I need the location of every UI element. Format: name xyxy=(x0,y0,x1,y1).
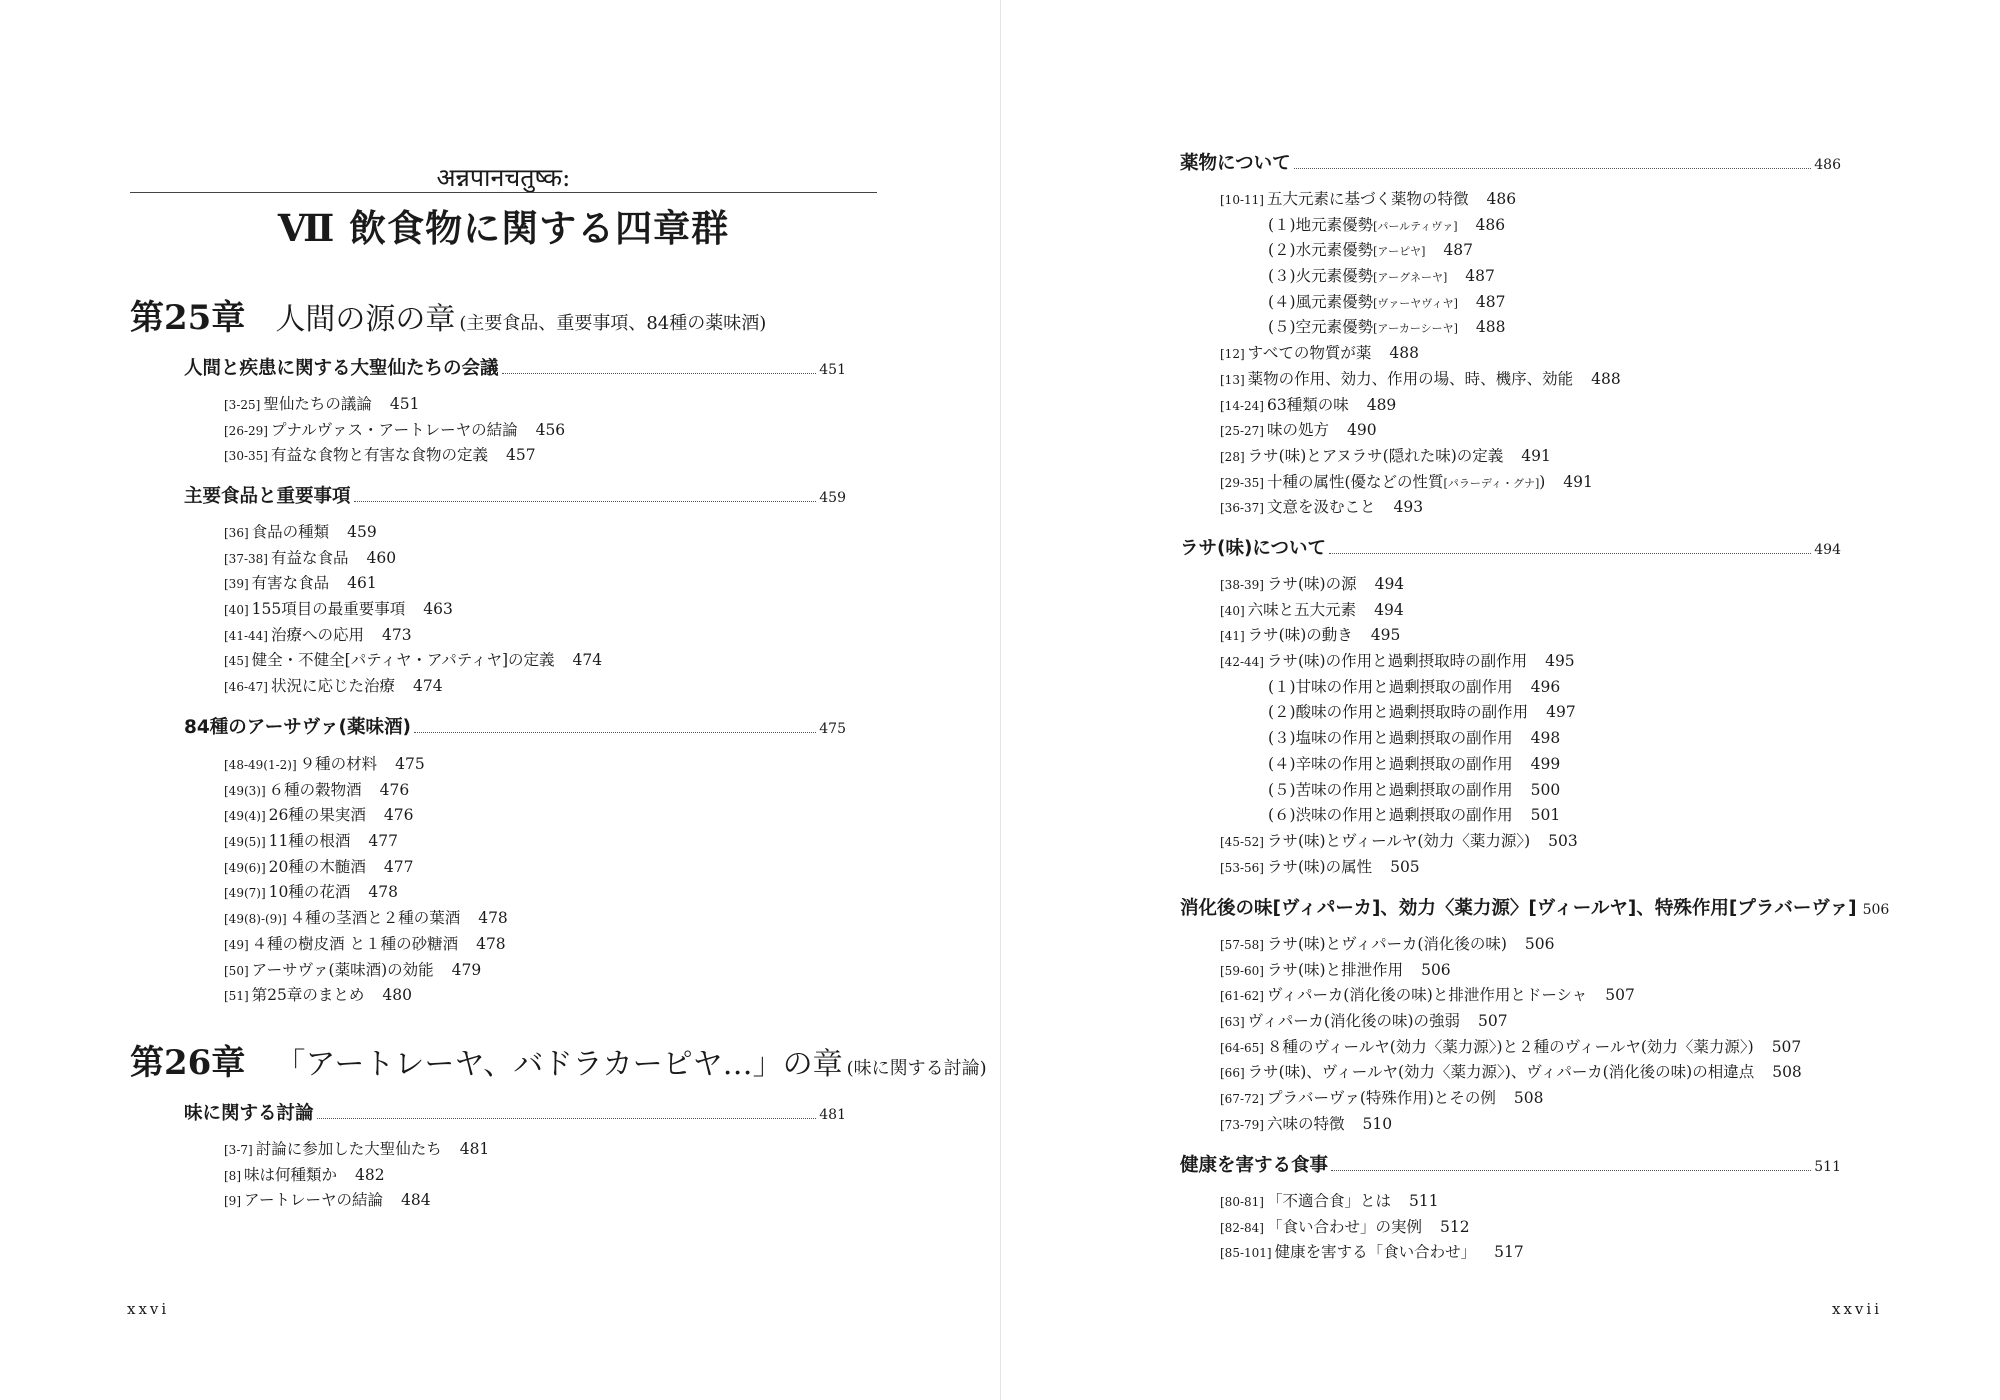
entry-ref: [73-79] xyxy=(1220,1117,1264,1132)
entry-page: 486 xyxy=(1475,215,1506,234)
toc-entry[interactable] xyxy=(1220,187,1621,213)
entry-page: 456 xyxy=(535,420,566,439)
toc-entry[interactable] xyxy=(224,418,565,444)
toc-entry[interactable] xyxy=(224,546,602,572)
entry-page: 474 xyxy=(572,651,603,670)
toc-entry[interactable] xyxy=(1220,958,1802,984)
entry-page: 451 xyxy=(389,395,420,413)
toc-entry[interactable] xyxy=(1220,315,1621,341)
entry-text: ４種の茎酒と２種の葉酒 xyxy=(289,909,461,928)
entry-text: ヴィパーカ(消化後の味)の強弱 xyxy=(1247,1012,1460,1031)
title-rule xyxy=(130,192,877,193)
entry-ref: [37-38] xyxy=(224,551,268,566)
entry-ref: [36-37] xyxy=(1220,501,1264,516)
entry-ref: [45-52] xyxy=(1220,834,1264,849)
section-title: 84種のアーサヴァ(薬味酒) xyxy=(184,717,411,738)
section-page: 494 xyxy=(1814,542,1841,558)
entry-ref: [49(7)] xyxy=(224,886,266,901)
entry-ref: [28] xyxy=(1220,449,1245,464)
entry-page: 487 xyxy=(1475,292,1506,311)
entry-ref: [80-81] xyxy=(1220,1195,1264,1209)
entry-text: (６)渋味の作用と過剰摂取の副作用 xyxy=(1268,806,1513,825)
entry-ref: [3-25] xyxy=(224,398,261,412)
section-page: 486 xyxy=(1814,157,1841,173)
entry-page: 477 xyxy=(383,857,414,876)
toc-entry[interactable] xyxy=(1220,290,1621,316)
entry-page: 496 xyxy=(1530,677,1561,696)
entry-page: 480 xyxy=(382,986,412,1005)
entry-page: 478 xyxy=(476,934,506,953)
section-heading[interactable] xyxy=(184,713,846,739)
entry-text: 20種の木髄酒 xyxy=(268,857,366,876)
toc-entry[interactable] xyxy=(1220,1009,1802,1035)
chapter-name: 「アートレーヤ、バドラカーピヤ…」の章 xyxy=(275,1047,843,1082)
section-heading[interactable] xyxy=(1180,1151,1841,1177)
entry-page: 497 xyxy=(1546,703,1576,722)
entry-page: 482 xyxy=(355,1165,385,1184)
chapter-number: 第26章 xyxy=(130,1043,246,1083)
entry-ref: [67-72] xyxy=(1220,1092,1264,1107)
section-heading[interactable] xyxy=(184,482,846,508)
entry-page: 479 xyxy=(451,960,482,979)
entry-ref: [82-84] xyxy=(1220,1220,1264,1235)
section-title: 主要食品と重要事項 xyxy=(184,486,351,507)
section-title: ラサ(味)について xyxy=(1180,538,1327,559)
entry-ref: [45] xyxy=(224,654,249,669)
leader-dots xyxy=(1331,1170,1811,1171)
entry-text: ６種の穀物酒 xyxy=(268,780,362,799)
entry-page: 488 xyxy=(1389,344,1419,363)
entry-ref: [49(4)] xyxy=(224,809,266,824)
entry-page: 489 xyxy=(1366,395,1397,414)
entry-ref: [13] xyxy=(1220,372,1245,387)
entry-page: 484 xyxy=(401,1191,431,1210)
entry-page: 476 xyxy=(383,806,414,825)
section-page: 451 xyxy=(819,362,846,378)
toc-entry[interactable] xyxy=(1220,367,1621,393)
chapter-subtitle: (味に関する討論) xyxy=(846,1058,987,1079)
section-heading[interactable] xyxy=(184,354,846,380)
entry-page: 491 xyxy=(1563,472,1593,491)
right-page xyxy=(1000,0,2000,1400)
toc-entry[interactable] xyxy=(224,855,508,881)
entry-ref: [53-56] xyxy=(1220,860,1264,875)
entry-text: 味は何種類か xyxy=(244,1165,338,1184)
entry-page: 463 xyxy=(423,600,453,619)
toc-entry[interactable] xyxy=(1220,264,1621,290)
entry-text: 健康を害する「食い合わせ」 xyxy=(1274,1243,1477,1262)
entry-suffix: ) xyxy=(1539,472,1546,491)
entry-page: 486 xyxy=(1486,190,1517,208)
entry-page: 495 xyxy=(1370,626,1401,645)
section-heading[interactable] xyxy=(1180,534,1841,560)
entry-text: (１)甘味の作用と過剰摂取の副作用 xyxy=(1268,677,1513,696)
entry-page: 506 xyxy=(1524,935,1555,953)
entry-page: 481 xyxy=(459,1140,490,1158)
entry-ref: [42-44] xyxy=(1220,655,1264,670)
entry-ref: [25-27] xyxy=(1220,424,1264,439)
entry-text: プラバーヴァ(特殊作用)とその例 xyxy=(1266,1089,1496,1108)
entry-ref: [39] xyxy=(224,577,249,592)
toc-entry[interactable] xyxy=(1220,572,1578,598)
entry-ref: [36] xyxy=(224,526,249,540)
section-title: 味に関する討論 xyxy=(184,1103,314,1124)
toc-entry[interactable] xyxy=(1220,983,1802,1009)
chapter-heading xyxy=(130,290,766,339)
entry-list xyxy=(224,392,565,469)
entry-text: 薬物の作用、効力、作用の場、時、機序、効能 xyxy=(1247,369,1574,388)
entry-page: 475 xyxy=(395,755,425,773)
toc-entry[interactable] xyxy=(1220,1060,1802,1086)
section-title: 健康を害する食事 xyxy=(1180,1155,1329,1176)
entry-page: 517 xyxy=(1494,1243,1524,1262)
entry-page: 494 xyxy=(1374,575,1405,593)
toc-entry[interactable] xyxy=(224,520,602,546)
toc-entry[interactable] xyxy=(224,623,602,649)
entry-bracket: [パールティヴァ] xyxy=(1373,219,1458,233)
entry-list xyxy=(1220,1189,1524,1266)
entry-page: 508 xyxy=(1513,1089,1544,1108)
entry-ref: [49(5)] xyxy=(224,835,266,850)
toc-entry[interactable] xyxy=(1220,393,1621,419)
entry-page: 490 xyxy=(1346,421,1377,440)
entry-ref: [49(6)] xyxy=(224,860,266,875)
entry-text: ラサ(味)と排泄作用 xyxy=(1266,960,1404,979)
entry-text: 10種の花酒 xyxy=(268,883,351,902)
entry-text: (３)塩味の作用と過剰摂取の副作用 xyxy=(1268,729,1513,748)
entry-ref: [49(8)-(9)] xyxy=(224,912,287,927)
section-page: 506 xyxy=(1862,902,1890,918)
entry-page: 460 xyxy=(366,548,397,567)
chapter-heading xyxy=(130,1035,987,1084)
entry-text: 味の処方 xyxy=(1266,421,1329,440)
toc-entry[interactable] xyxy=(224,932,508,958)
toc-entry[interactable] xyxy=(1220,1240,1524,1266)
entry-text: 「不適合食」とは xyxy=(1266,1192,1391,1210)
entry-page: 507 xyxy=(1478,1012,1508,1031)
toc-entry[interactable] xyxy=(224,571,602,597)
section-heading[interactable] xyxy=(1180,149,1841,175)
entry-page: 511 xyxy=(1408,1192,1439,1210)
entry-text: (５)苦味の作用と過剰摂取の副作用 xyxy=(1268,780,1513,799)
section-page: 475 xyxy=(819,721,846,737)
entry-text: ラサ(味)、ヴィールヤ(効力〈薬力源〉)、ヴィパーカ(消化後の味)の相違点 xyxy=(1247,1063,1755,1082)
entry-page: 512 xyxy=(1439,1217,1470,1236)
toc-entry[interactable] xyxy=(224,958,508,984)
toc-entry[interactable] xyxy=(1220,700,1578,726)
toc-entry[interactable] xyxy=(1220,213,1621,239)
entry-text: (２)酸味の作用と過剰摂取時の副作用 xyxy=(1268,703,1529,722)
entry-ref: [12] xyxy=(1220,347,1245,362)
entry-page: 495 xyxy=(1545,652,1575,671)
toc-entry[interactable] xyxy=(1220,495,1621,521)
entry-ref: [3-7] xyxy=(224,1143,253,1157)
entry-text: ラサ(味)の属性 xyxy=(1266,857,1373,876)
entry-list xyxy=(224,752,508,1009)
entry-page: 491 xyxy=(1521,446,1551,465)
entry-ref: [41] xyxy=(1220,629,1245,644)
toc-entry[interactable] xyxy=(224,1163,489,1189)
entry-ref: [38-39] xyxy=(1220,578,1264,592)
chapter-name: 人間の源の章 xyxy=(275,302,456,337)
entry-page: 478 xyxy=(368,883,398,902)
toc-entry[interactable] xyxy=(224,752,508,778)
entry-text: 155項目の最重要事項 xyxy=(251,600,406,619)
entry-page: 477 xyxy=(368,832,398,851)
entry-list xyxy=(1220,572,1578,880)
toc-entry[interactable] xyxy=(1220,726,1578,752)
entry-text: ラサ(味)とヴィールヤ(効力〈薬力源〉) xyxy=(1266,831,1531,850)
toc-entry[interactable] xyxy=(224,829,508,855)
toc-entry[interactable] xyxy=(1220,855,1578,881)
entry-page: 510 xyxy=(1362,1114,1393,1133)
page-number-right: xxvii xyxy=(1832,1300,1882,1318)
section-title: 消化後の味[ヴィパーカ]、効力〈薬力源〉[ヴィールヤ]、特殊作用[プラバーヴァ] xyxy=(1180,898,1857,919)
toc-entry[interactable] xyxy=(224,983,508,1009)
entry-text: (５)空元素優勢 xyxy=(1268,318,1374,337)
toc-entry[interactable] xyxy=(224,880,508,906)
entry-text: 治療への応用 xyxy=(270,625,364,644)
entry-ref: [50] xyxy=(224,963,249,978)
toc-entry[interactable] xyxy=(224,803,508,829)
page-number-left: xxvi xyxy=(127,1300,170,1318)
toc-entry[interactable] xyxy=(1220,238,1621,264)
entry-text: 六味と五大元素 xyxy=(1247,600,1357,619)
section-title: 薬物について xyxy=(1180,153,1291,174)
entry-ref: [46-47] xyxy=(224,680,268,695)
entry-text: アーサヴァ(薬味酒)の効能 xyxy=(251,960,434,979)
entry-text: ラサ(味)とアヌラサ(隠れた味)の定義 xyxy=(1247,446,1504,465)
entry-bracket: [パラーディ・グナ] xyxy=(1443,476,1540,490)
entry-ref: [14-24] xyxy=(1220,398,1264,413)
entry-ref: [10-11] xyxy=(1220,193,1264,207)
entry-text: 討論に参加した大聖仙たち xyxy=(255,1140,442,1158)
toc-entry[interactable] xyxy=(1220,418,1621,444)
toc-entry[interactable] xyxy=(1220,341,1621,367)
entry-text: 第25章のまとめ xyxy=(251,986,365,1005)
entry-page: 507 xyxy=(1771,1037,1802,1056)
entry-list xyxy=(224,1137,489,1214)
entry-text: 五大元素に基づく薬物の特徴 xyxy=(1266,190,1469,208)
entry-list xyxy=(1220,932,1802,1138)
toc-entry[interactable] xyxy=(224,648,602,674)
toc-entry[interactable] xyxy=(1220,444,1621,470)
entry-text: 26種の果実酒 xyxy=(268,806,366,825)
entry-page: 473 xyxy=(381,625,412,644)
toc-entry[interactable] xyxy=(1220,1189,1524,1215)
entry-page: 506 xyxy=(1421,960,1451,979)
entry-ref: [40] xyxy=(1220,603,1245,618)
entry-page: 474 xyxy=(412,677,443,696)
entry-ref: [85-101] xyxy=(1220,1246,1272,1261)
entry-text: (４)風元素優勢 xyxy=(1268,292,1374,311)
entry-text: 六味の特徴 xyxy=(1266,1114,1345,1133)
toc-entry[interactable] xyxy=(1220,752,1578,778)
toc-entry[interactable] xyxy=(1220,1215,1524,1241)
entry-list xyxy=(224,520,602,700)
toc-entry[interactable] xyxy=(1220,778,1578,804)
entry-ref: [30-35] xyxy=(224,449,268,464)
toc-entry[interactable] xyxy=(224,597,602,623)
section-page: 459 xyxy=(819,490,846,506)
section-title: 人間と疾患に関する大聖仙たちの会議 xyxy=(184,358,499,379)
toc-entry[interactable] xyxy=(224,443,565,469)
leader-dots xyxy=(1294,168,1812,169)
entry-text: アートレーヤの結論 xyxy=(244,1191,384,1210)
leader-dots xyxy=(414,732,816,733)
toc-entry[interactable] xyxy=(1220,1035,1802,1061)
entry-text: 健全・不健全[パティヤ・アパティヤ]の定義 xyxy=(251,651,555,670)
chapter-subtitle: (主要食品、重要事項、84種の薬味酒) xyxy=(459,313,767,334)
chapter-number: 第25章 xyxy=(130,298,246,338)
toc-entry[interactable] xyxy=(1220,623,1578,649)
entry-ref: [57-58] xyxy=(1220,938,1264,952)
toc-entry[interactable] xyxy=(224,392,565,418)
toc-entry[interactable] xyxy=(1220,598,1578,624)
entry-text: 食品の種類 xyxy=(251,523,330,541)
toc-entry[interactable] xyxy=(1220,829,1578,855)
toc-entry[interactable] xyxy=(224,778,508,804)
entry-list xyxy=(1220,187,1621,521)
entry-ref: [49(3)] xyxy=(224,783,266,798)
entry-page: 499 xyxy=(1530,754,1561,773)
entry-bracket: [ヴァーヤヴィヤ] xyxy=(1373,296,1458,310)
entry-ref: [9] xyxy=(224,1194,241,1209)
entry-page: 457 xyxy=(505,446,536,465)
leader-dots xyxy=(317,1118,817,1119)
part-title: Ⅶ 飲食物に関する四章群 xyxy=(277,206,730,250)
toc-entry[interactable] xyxy=(1220,803,1578,829)
entry-text: ラサ(味)とヴィパーカ(消化後の味) xyxy=(1266,935,1507,953)
entry-page: 488 xyxy=(1475,318,1506,337)
entry-page: 503 xyxy=(1548,831,1578,850)
entry-text: (２)水元素優勢 xyxy=(1268,241,1374,260)
sanskrit-title: अन्नपानचतुष्क: xyxy=(436,163,571,192)
entry-text: 有害な食品 xyxy=(251,574,330,593)
entry-page: 505 xyxy=(1390,857,1420,876)
entry-text: 有益な食物と有害な食物の定義 xyxy=(270,446,488,465)
toc-entry[interactable] xyxy=(1220,932,1802,958)
entry-page: 487 xyxy=(1443,241,1473,260)
entry-ref: [40] xyxy=(224,603,249,618)
entry-page: 461 xyxy=(347,574,377,593)
entry-page: 478 xyxy=(478,909,508,928)
entry-text: 有益な食品 xyxy=(270,548,349,567)
entry-text: 十種の属性(優などの性質 xyxy=(1266,472,1444,491)
entry-text: ラサ(味)の作用と過剰摂取時の副作用 xyxy=(1266,652,1528,671)
entry-text: (４)辛味の作用と過剰摂取の副作用 xyxy=(1268,754,1513,773)
entry-text: (１)地元素優勢 xyxy=(1268,215,1374,234)
entry-ref: [29-35] xyxy=(1220,475,1264,490)
entry-ref: [49] xyxy=(224,937,249,952)
entry-text: すべての物質が薬 xyxy=(1247,344,1372,363)
entry-text: ラサ(味)の動き xyxy=(1247,626,1353,645)
entry-ref: [48-49(1-2)] xyxy=(224,758,297,772)
section-heading[interactable] xyxy=(184,1099,846,1125)
entry-text: 状況に応じた治療 xyxy=(270,677,395,696)
entry-text: ９種の材料 xyxy=(299,755,378,773)
entry-ref: [64-65] xyxy=(1220,1040,1264,1055)
entry-page: 476 xyxy=(379,780,410,799)
entry-page: 498 xyxy=(1530,729,1561,748)
entry-page: 507 xyxy=(1605,986,1635,1005)
toc-entry[interactable] xyxy=(1220,1112,1802,1138)
entry-page: 487 xyxy=(1465,267,1495,286)
entry-text: ラサ(味)の源 xyxy=(1266,575,1357,593)
entry-text: (３)火元素優勢 xyxy=(1268,267,1374,286)
toc-entry[interactable] xyxy=(1220,675,1578,701)
entry-page: 459 xyxy=(347,523,377,541)
entry-text: 63種類の味 xyxy=(1266,395,1349,414)
toc-entry[interactable] xyxy=(224,1188,489,1214)
entry-bracket: [アーカーシーヤ] xyxy=(1373,322,1458,336)
entry-text: 聖仙たちの議論 xyxy=(263,395,372,413)
section-page: 481 xyxy=(819,1107,846,1123)
toc-entry[interactable] xyxy=(1220,470,1621,496)
entry-bracket: [アーピヤ] xyxy=(1373,245,1426,259)
toc-entry[interactable] xyxy=(224,674,602,700)
entry-text: ヴィパーカ(消化後の味)と排泄作用とドーシャ xyxy=(1266,986,1588,1005)
toc-entry[interactable] xyxy=(224,1137,489,1163)
toc-entry[interactable] xyxy=(1220,649,1578,675)
entry-text: 11種の根酒 xyxy=(268,832,351,851)
section-heading[interactable] xyxy=(1180,894,1890,920)
entry-text: ８種のヴィールヤ(効力〈薬力源〉)と２種のヴィールヤ(効力〈薬力源〉) xyxy=(1266,1037,1754,1056)
entry-text: プナルヴァス・アートレーヤの結論 xyxy=(270,420,518,439)
entry-ref: [59-60] xyxy=(1220,963,1264,978)
entry-bracket: [アーグネーヤ] xyxy=(1373,271,1448,285)
entry-text: 文意を汲むこと xyxy=(1266,498,1376,517)
entry-page: 500 xyxy=(1530,780,1561,799)
entry-ref: [61-62] xyxy=(1220,989,1264,1004)
entry-ref: [51] xyxy=(224,989,249,1004)
entry-ref: [66] xyxy=(1220,1066,1245,1081)
section-page: 511 xyxy=(1814,1159,1841,1175)
entry-ref: [26-29] xyxy=(224,423,268,438)
entry-text: 「食い合わせ」の実例 xyxy=(1266,1217,1422,1236)
entry-page: 508 xyxy=(1772,1063,1802,1082)
leader-dots xyxy=(354,501,817,502)
toc-entry[interactable] xyxy=(1220,1086,1802,1112)
entry-ref: [63] xyxy=(1220,1015,1245,1030)
entry-page: 494 xyxy=(1374,600,1404,619)
entry-page: 488 xyxy=(1591,369,1621,388)
leader-dots xyxy=(1329,553,1811,554)
leader-dots xyxy=(502,373,817,374)
toc-entry[interactable] xyxy=(224,906,508,932)
entry-text: ４種の樹皮酒 と１種の砂糖酒 xyxy=(251,934,459,953)
entry-ref: [8] xyxy=(224,1168,241,1183)
entry-page: 501 xyxy=(1530,806,1561,825)
entry-page: 493 xyxy=(1393,498,1424,517)
entry-ref: [41-44] xyxy=(224,628,268,643)
